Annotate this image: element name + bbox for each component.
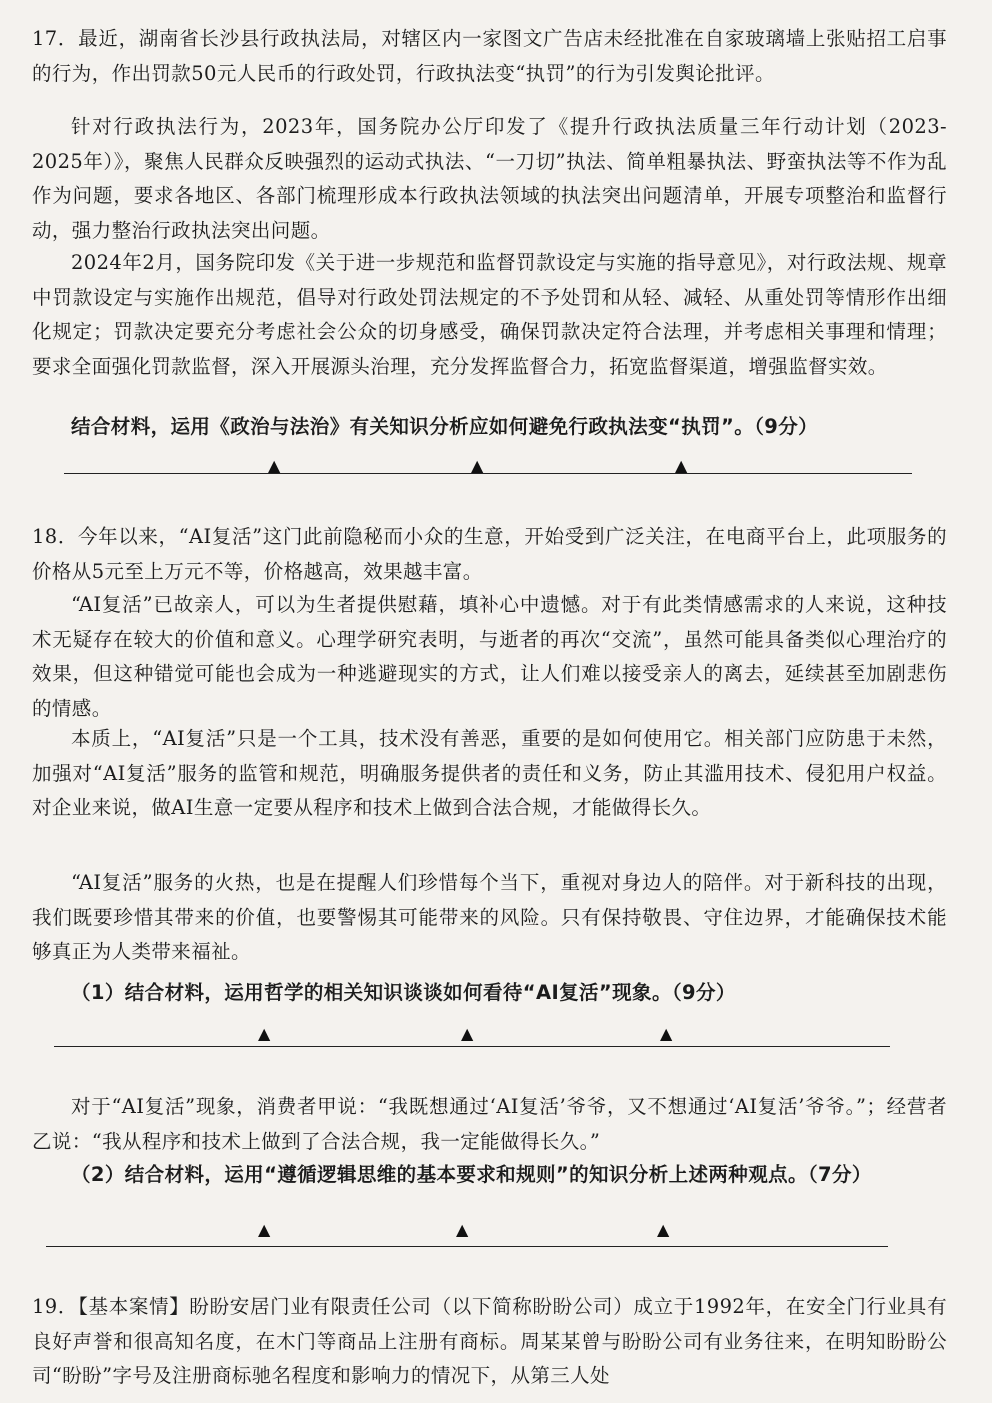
q17-answer-line: [64, 473, 912, 474]
answer-marker-triangle: ▲: [258, 1220, 271, 1239]
answer-marker-triangle: ▲: [657, 1220, 670, 1239]
q18-question-2: （2）结合材料，运用“遵循逻辑思维的基本要求和规则”的知识分析上述两种观点。（7分）: [71, 1163, 872, 1186]
q18-paragraph-5: 对于“AI复活”现象，消费者甲说：“我既想通过‘AI复活’爷爷，又不想通过‘AI复活’爷爷。”；经营者乙说：“我从程序和技术上做到了合法合规，我一定能做得长久。”: [32, 1095, 947, 1153]
q18-paragraph-4: “AI复活”服务的火热，也是在提醒人们珍惜每个当下，重视对身边人的陪伴。对于新科技的出现，我们既要珍惜其带来的价值，也要警惕其可能带来的风险。只有保持敬畏、守住边界，才能确保技术能够真正为人类带来福祉。: [32, 871, 947, 963]
answer-marker-triangle: ▲: [258, 1024, 271, 1043]
q18-paragraph-3: 本质上，“AI复活”只是一个工具，技术没有善恶，重要的是如何使用它。相关部门应防患于未然，加强对“AI复活”服务的监管和规范，明确服务提供者的责任和义务，防止其滥用技术、侵犯用户权益。对企业来说，做AI生意一定要从程序和技术上做到合法合规，才能做得长久。: [32, 727, 947, 819]
answer-marker-triangle: ▲: [675, 456, 688, 475]
answer-marker-triangle: ▲: [660, 1024, 673, 1043]
q17-paragraph-1: 17．最近，湖南省长沙县行政执法局，对辖区内一家图文广告店未经批准在自家玻璃墙上张贴招工启事的行为，作出罚款50元人民币的行政处罚，行政执法变“执罚”的行为引发舆论批评。: [32, 27, 947, 85]
answer-marker-triangle: ▲: [461, 1024, 474, 1043]
q18-1-answer-line: [54, 1046, 890, 1047]
q18-paragraph-1: 18．今年以来，“AI复活”这门此前隐秘而小众的生意，开始受到广泛关注，在电商平台上，此项服务的价格从5元至上万元不等，价格越高，效果越丰富。: [32, 525, 947, 583]
answer-marker-triangle: ▲: [268, 456, 281, 475]
q17-question: 结合材料，运用《政治与法治》有关知识分析应如何避免行政执法变“执罚”。（9分）: [71, 415, 819, 438]
answer-marker-triangle: ▲: [471, 456, 484, 475]
q19-paragraph-1: 19．【基本案情】盼盼安居门业有限责任公司（以下简称盼盼公司）成立于1992年，在安全门行业具有良好声誉和很高知名度，在木门等商品上注册有商标。周某某曾与盼盼公司有业务往来，在明知盼盼公司“盼盼”字号及注册商标驰名程度和影响力的情况下，从第三人处: [32, 1295, 947, 1387]
q18-paragraph-2: “AI复活”已故亲人，可以为生者提供慰藉，填补心中遗憾。对于有此类情感需求的人来说，这种技术无疑存在较大的价值和意义。心理学研究表明，与逝者的再次“交流”，虽然可能具备类似心理治疗的效果，但这种错觉可能也会成为一种逃避现实的方式，让人们难以接受亲人的离去，延续甚至加剧悲伤的情感。: [32, 593, 947, 720]
answer-marker-triangle: ▲: [456, 1220, 469, 1239]
q18-2-answer-line: [46, 1246, 888, 1247]
q17-paragraph-2: 针对行政执法行为，2023年，国务院办公厅印发了《提升行政执法质量三年行动计划（2023-2025年）》，聚焦人民群众反映强烈的运动式执法、“一刀切”执法、简单粗暴执法、野蛮执法等不作为乱作为问题，要求各地区、各部门梳理形成本行政执法领域的执法突出问题清单，开展专项整治和监督行动，强力整治行政执法突出问题。: [32, 115, 947, 242]
q18-question-1: （1）结合材料，运用哲学的相关知识谈谈如何看待“AI复活”现象。（9分）: [71, 981, 736, 1004]
q17-paragraph-3: 2024年2月，国务院印发《关于进一步规范和监督罚款设定与实施的指导意见》，对行政法规、规章中罚款设定与实施作出规范，倡导对行政处罚法规定的不予处罚和从轻、减轻、从重处罚等情形作出细化规定；罚款决定要充分考虑社会公众的切身感受，确保罚款决定符合法理，并考虑相关事理和情理；要求全面强化罚款监督，深入开展源头治理，充分发挥监督合力，拓宽监督渠道，增强监督实效。: [32, 251, 947, 378]
